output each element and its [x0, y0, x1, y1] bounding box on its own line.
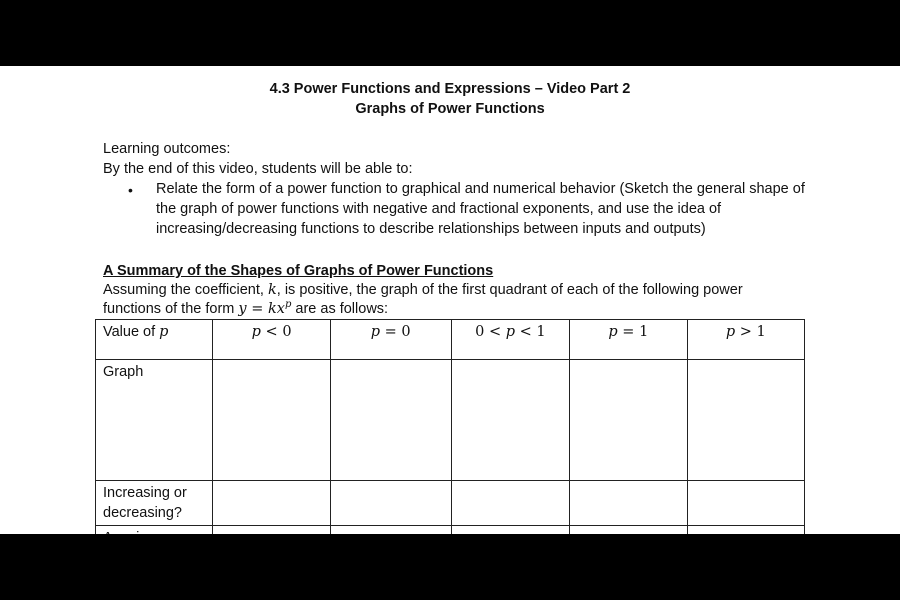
bullet-icon: •: [128, 182, 133, 198]
column-header-p-one: p = 1: [570, 320, 687, 360]
graph-cell: [213, 360, 330, 481]
coefficient-k: k: [267, 282, 277, 298]
document-title: 4.3 Power Functions and Expressions – Video Part 2: [269, 81, 631, 97]
row-label-graph: Graph: [96, 360, 213, 481]
table-row-increasing: [96, 481, 805, 526]
answer-cell: [451, 481, 570, 526]
formula-exponent-p: p: [284, 299, 292, 311]
formula-kx: kx: [267, 301, 285, 317]
document-page: [0, 66, 900, 534]
table-row-graph: [96, 360, 805, 481]
graph-cell: [330, 360, 451, 481]
document-subtitle: Graphs of Power Functions: [355, 101, 545, 117]
intro-line-1: Assuming the coefficient, k, is positive, the graph of the first quadrant of each of the following power: [103, 282, 743, 298]
column-header-p-fraction: 0 < p < 1: [451, 320, 570, 360]
graph-cell: [570, 360, 687, 481]
answer-cell: [330, 481, 451, 526]
learning-outcomes-heading: Learning outcomes:: [103, 141, 231, 157]
answer-cell: [687, 481, 804, 526]
column-header-p-greater-one: p > 1: [687, 320, 804, 360]
column-header-p-negative: p < 0: [213, 320, 330, 360]
intro-line-2: functions of the form $y = kx^p$ are as follows:: [103, 299, 389, 317]
letterbox-top: [0, 0, 900, 66]
table-header-row: [96, 320, 805, 360]
row-label-increasing: Increasing or decreasing?: [96, 481, 213, 526]
row-label-value-of-p: Value of p: [96, 320, 213, 360]
answer-cell: [570, 481, 687, 526]
letterbox-bottom: [0, 534, 900, 600]
graph-cell: [687, 360, 804, 481]
learning-outcomes-intro: By the end of this video, students will be able to:: [103, 161, 413, 177]
section-heading: A Summary of the Shapes of Graphs of Power Functions: [103, 263, 494, 279]
answer-cell: [213, 481, 330, 526]
graph-cell: [451, 360, 570, 481]
learning-outcome-item: Relate the form of a power function to graphical and numerical behavior (Sketch the general shape of the graph of power functions with negative and fractional exponents, and use the idea of increasing/decreasing functions to describe relationships between inputs and outputs): [156, 181, 805, 237]
formula-y: y: [238, 301, 247, 317]
column-header-p-zero: p = 0: [330, 320, 451, 360]
